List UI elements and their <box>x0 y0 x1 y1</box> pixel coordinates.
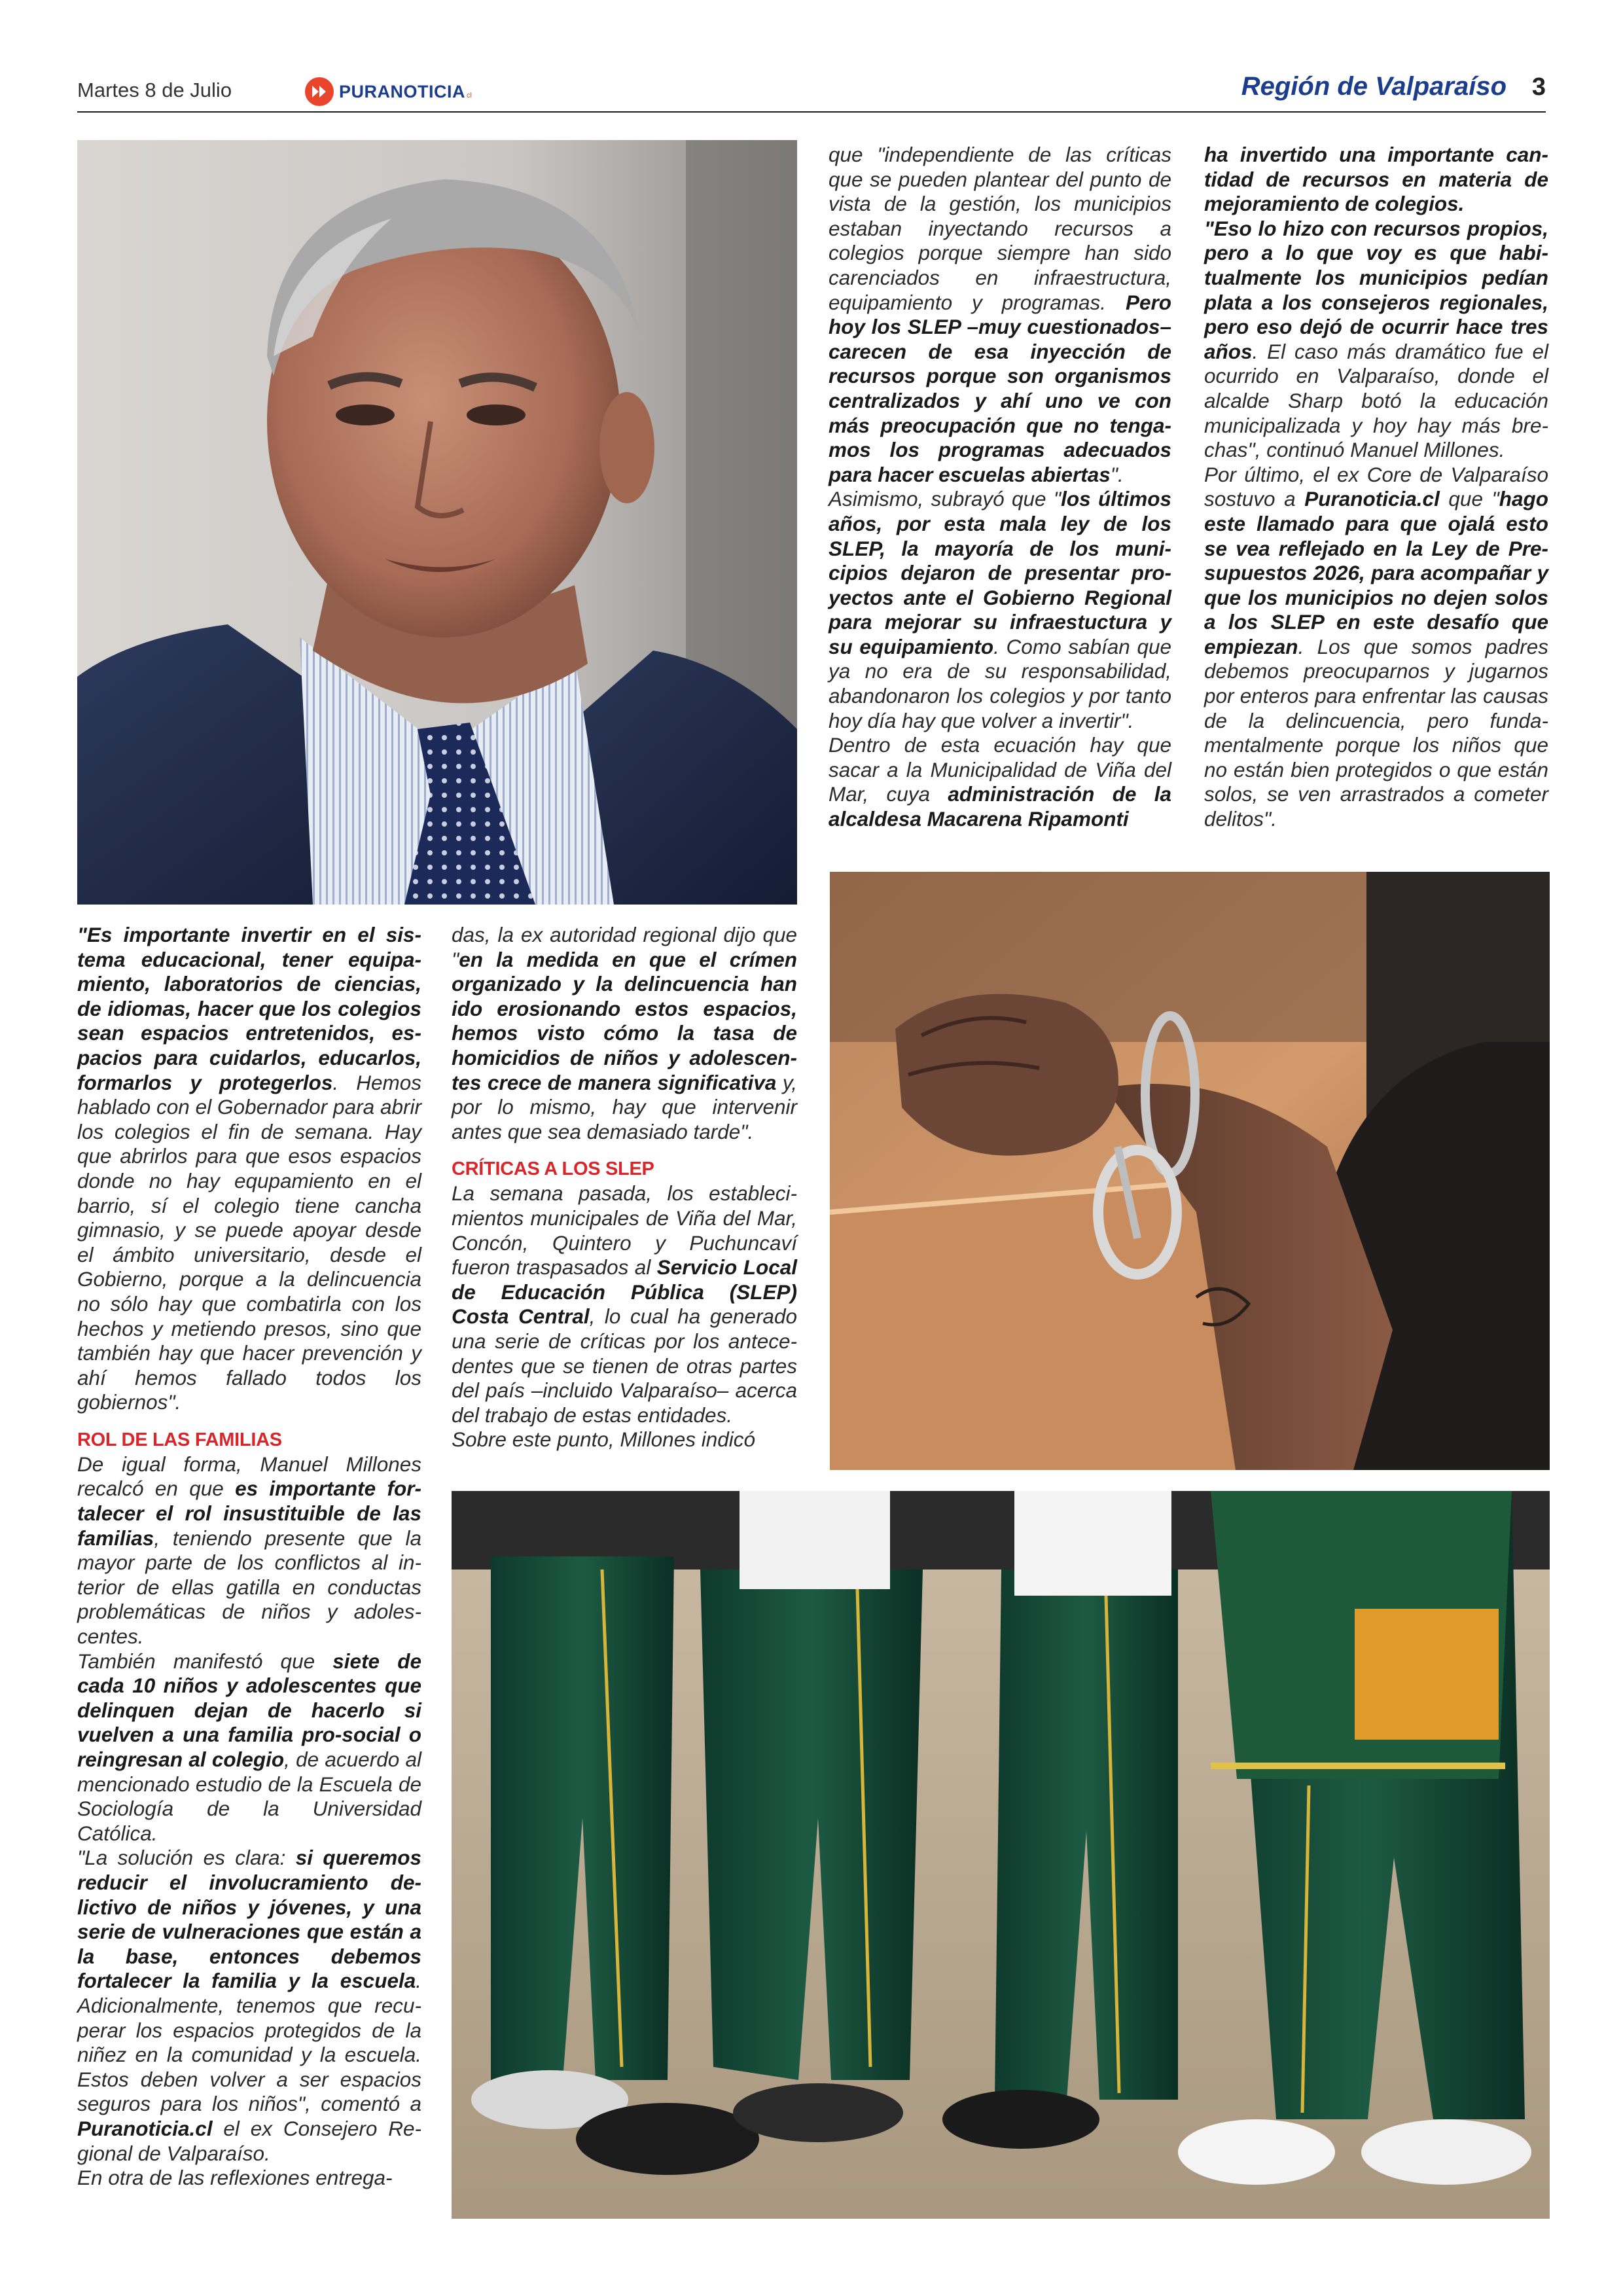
issue-date: Martes 8 de Julio <box>77 79 232 101</box>
article-paragraph <box>829 143 1171 487</box>
text-run: Dentro de esta ecuación hay que sacar a la Municipalidad de Viña del Mar, cuya <box>829 733 1171 806</box>
bold-text-run: ha invertido una importante cantidad de recursos en materia de mejoramiento de colegios. <box>1204 143 1548 216</box>
puranoticia-logo <box>305 76 472 107</box>
bold-text-run: Puranoticia.cl <box>77 2116 213 2140</box>
bold-text-run: Pero hoy los SLEP –muy cuestionados– carecen de esa inyección de recursos porque son organismos centralizados y ahí uno ve con más preocupación que no tengamos los programas adecuados para hacer escuelas abiertas <box>829 290 1171 486</box>
section-title: Región de Valparaíso <box>1241 72 1507 101</box>
text-run: También manifestó que <box>77 1649 333 1673</box>
article-paragraph <box>829 733 1171 831</box>
text-run: . Adicionalmente, tenemos que recuperar los espacios protegidos de la niñez en la comunidad y la escuela. Estos deben volver a ser espacios seguros para los niños", comentó a <box>77 1969 421 2116</box>
text-run: , de acuerdo al mencionado estudio de la Escuela de Sociología de la Universidad Católica. <box>77 1748 421 1845</box>
article-paragraph <box>77 1452 421 1649</box>
bold-text-run: Puranoticia.cl <box>1304 487 1440 511</box>
bold-text-run: es importante fortalecer el rol insustituible de las familias <box>77 1477 421 1550</box>
bold-text-run: "Es importante invertir en el sistema educacional, tener equipamiento, laboratorios de ciencias, de idiomas, hacer que los colegios sean espacios entretenidos, espacios para cuidarlos, educarlos, formarlos y protegerlos <box>77 923 421 1094</box>
handcuffs-photo <box>830 872 1550 1470</box>
text-run: que " <box>1439 487 1499 511</box>
article-paragraph <box>77 1649 421 1846</box>
text-run: De igual forma, Manuel Millones recalcó en que <box>77 1452 421 1501</box>
logo-text: PURANOTICIA <box>339 81 465 101</box>
bold-text-run: si queremos reducir el involucramiento delictivo de niños y jóvenes, y una serie de vulneraciones que están a la base, entonces debemos fortalecer la familia y la escuela <box>77 1846 421 1993</box>
article-paragraph <box>452 923 797 1144</box>
text-run: Por último, el ex Core de Valparaíso sostuvo a <box>1204 462 1548 511</box>
section-subheading: CRÍTICAS A LOS SLEP <box>452 1158 654 1180</box>
article-paragraph <box>1204 463 1548 832</box>
logo-suffix: cl <box>467 92 472 99</box>
article-paragraph <box>452 1427 797 1452</box>
text-run: Asimismo, subrayó que " <box>829 487 1061 511</box>
text-run: das, la ex autoridad regional dijo que " <box>452 923 797 971</box>
text-run: . Los que somos padres debemos preocuparnos y jugarnos por enteros para enfrentar las causas de la delincuencia, pero fundamentalmente porque los niños que no están bien protegidos o que están solos, se ven arrastrados a cometer delitos". <box>1204 634 1548 831</box>
text-run: y, por lo mismo, hay que intervenir antes que sea demasiado tarde". <box>452 1070 797 1143</box>
bold-text-run: en la medida en que el crímen organizado y la delincuencia han ido erosionando estos espacios, hemos visto cómo la tasa de homicidios de niños y adolescentes crece de manera significativa <box>452 947 797 1094</box>
article-paragraph <box>829 487 1171 733</box>
article-paragraph <box>1204 217 1548 463</box>
text-run: En otra de las reflexiones entrega- <box>77 2166 393 2190</box>
bold-text-run: hago este llamado para que ojalá esto se vea reflejado en la Ley de Presupuestos 2026, para acompañar y que los municipios no dejen solos a los SLEP en este desafío que empiezan <box>1204 487 1548 658</box>
text-run: . Como sabían que ya no era de su responsabilidad, abandonaron los colegios y por tanto hoy día hay que volver a invertir". <box>829 634 1171 732</box>
header-divider <box>77 111 1546 113</box>
article-paragraph <box>77 923 421 1415</box>
text-run: , lo cual ha generado una serie de críticas por los antecedentes que se tienen de otras partes del país –incluido Valparaíso– acerca del trabajo de estas entidades. <box>452 1304 797 1427</box>
bold-text-run: siete de cada 10 niños y adolescentes que delinquen dejan de hacerlo si vuelven a una familia pro-social o reingresan al colegio <box>77 1649 422 1771</box>
text-run: "La solución es clara: <box>77 1846 296 1870</box>
text-run: que "independiente de las críticas que se pueden plantear del punto de vista de la gestión, los municipios estaban inyectando recursos a colegios porque siempre han sido carenciados en infraestructura, equipamiento y programas. <box>829 143 1171 314</box>
text-run: Sobre este punto, Millones indicó <box>452 1427 756 1452</box>
article-column-2 <box>452 923 797 1452</box>
bold-text-run: Servicio Local de Educación Pública (SLEP) Costa Central <box>452 1255 797 1329</box>
text-run: , teniendo presente que la mayor parte de los conflictos al interior de ellas gatilla en conductas problemáticas de niños y adolescentes. <box>77 1526 421 1649</box>
text-run: La semana pasada, los establecimientos municipales de Viña del Mar, Concón, Quintero y Puchuncaví fueron traspasados al <box>452 1181 797 1280</box>
article-column-4-top <box>1204 143 1548 832</box>
article-column-1 <box>77 923 421 2191</box>
text-run: . Hemos hablado con el Gobernador para abrir los colegios el fin de semana. Hay que abrirlos para que esos espacios donde no hay equpamiento en el barrio, sí el colegio tiene cancha gimnasio, y se puede apoyar desde el ámbito universitario, desde el Gobierno, porque a la delincuencia no sólo hay que combatirla con los hechos y metiendo presos, sino que también hay que hacer prevención y ahí hemos fallado todos los gobiernos". <box>77 1070 421 1414</box>
portrait-photo <box>77 140 797 905</box>
students-uniform-photo <box>452 1491 1550 2219</box>
bold-text-run: "Eso lo hizo con recursos propios, pero a lo que voy es que habitualmente los municipios pedían plata a los consejeros regionales, pero eso dejó de ocurrir hace tres años <box>1204 216 1548 363</box>
article-column-3-top <box>829 143 1171 832</box>
bold-text-run: los últimos años, por esta mala ley de los SLEP, la mayoría de los municipios dejaron de presentar proyectos ante el Gobierno Regional para mejorar su infraestuctura y su equipamiento <box>829 487 1171 658</box>
article-paragraph <box>77 1846 421 2166</box>
article-paragraph <box>1204 143 1548 217</box>
article-paragraph <box>452 1181 797 1427</box>
page-number: 3 <box>1531 73 1546 101</box>
puranoticia-logo-icon <box>305 77 334 106</box>
text-run: . El caso más dramático fue el ocurrido en Valparaíso, donde el alcalde Sharp botó la educación municipalizada y hoy hay más brechas", continuó Manuel Millones. <box>1204 339 1548 462</box>
article-paragraph <box>77 2166 421 2191</box>
bold-text-run: administración de la alcaldesa Macarena Ripamonti <box>829 782 1171 831</box>
text-run: el ex Consejero Regional de Valparaíso. <box>77 2116 421 2165</box>
text-run: ". <box>1110 462 1124 486</box>
section-subheading: ROL DE LAS FAMILIAS <box>77 1429 282 1450</box>
